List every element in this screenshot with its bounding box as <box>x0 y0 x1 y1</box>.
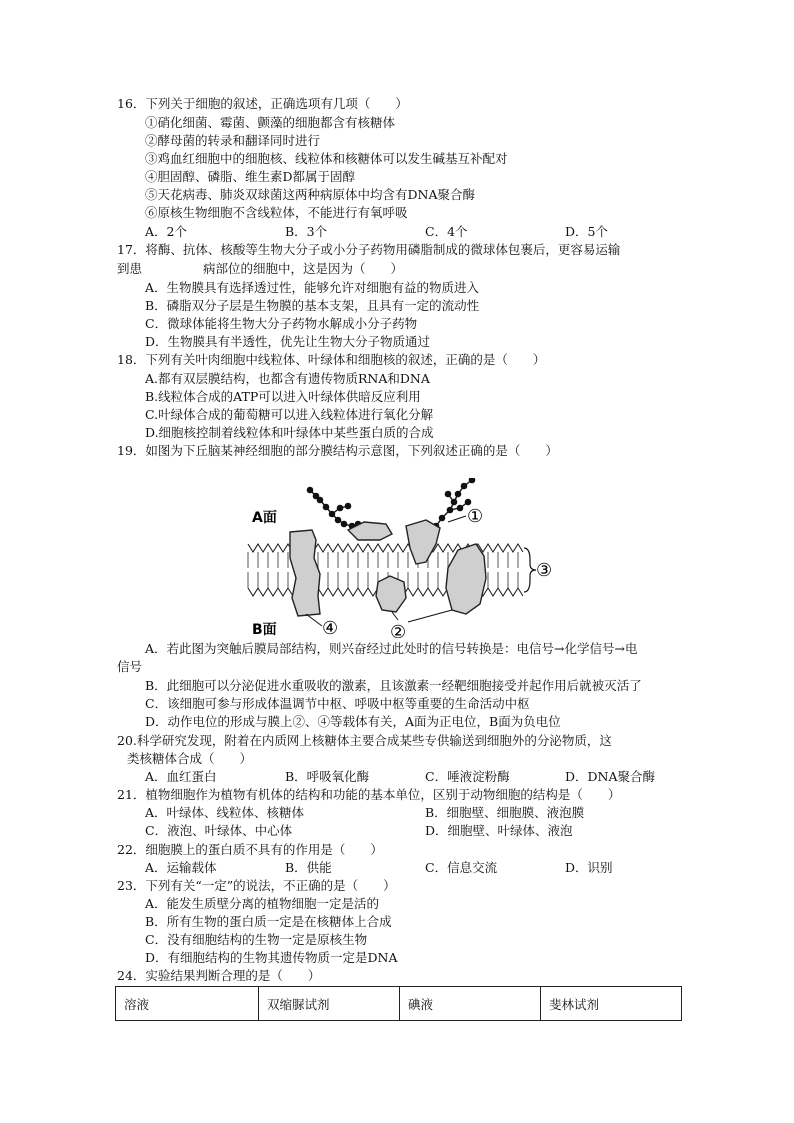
q16-choice-c: C．4个 <box>425 224 468 239</box>
protein-inner-small <box>376 576 406 612</box>
q23-stem: 23．下列有关“一定”的说法，不正确的是（ ） <box>117 878 396 893</box>
protein-transmembrane-left <box>290 530 320 616</box>
q16-choice-b: B．3个 <box>285 224 328 239</box>
q20-stem-line1: 20.科学研究发现，附着在内质网上核糖体主要合成某些专供输送到细胞外的分泌物质，这 <box>117 733 612 748</box>
q17-option-c: C．微球体能将生物大分子药物水解成小分子药物 <box>145 316 418 331</box>
table-header-cell: 碘液 <box>400 987 541 1021</box>
q23-option-d: D．有细胞结构的生物其遗传物质一定是DNA <box>145 950 398 965</box>
marker-1: ① <box>467 506 484 527</box>
q17-option-b: B．磷脂双分子层是生物膜的基本支架，且具有一定的流动性 <box>145 298 480 313</box>
q18-option-b: B.线粒体合成的ATP可以进入叶绿体供暗反应利用 <box>145 389 421 404</box>
q24-stem: 24．实验结果判断合理的是（ ） <box>117 968 321 983</box>
q19-option-a-line1: A．若此图为突触后膜局部结构，则兴奋经过此处时的信号转换是：电信号→化学信号→电 <box>145 641 638 656</box>
leader-2a <box>392 612 398 620</box>
q20-choice-a: A．血红蛋白 <box>145 769 217 784</box>
q16-item-6: ⑥原核生物细胞不含线粒体，不能进行有氧呼吸 <box>145 205 408 220</box>
q21-choice-a: A．叶绿体、线粒体、核糖体 <box>145 805 305 820</box>
marker-4: ④ <box>322 618 339 638</box>
q19-option-c: C．该细胞可参与形成体温调节中枢、呼吸中枢等重要的生命活动中枢 <box>145 696 530 711</box>
q16-item-4: ④胆固醇、磷脂、维生素D都属于固醇 <box>145 169 356 184</box>
q16-item-3: ③鸡血红细胞中的细胞核、线粒体和核糖体可以发生碱基互补配对 <box>145 151 508 166</box>
q18-option-d: D.细胞核控制着线粒体和叶绿体中某些蛋白质的合成 <box>145 425 434 440</box>
q17-option-a: A．生物膜具有选择透过性，能够允许对细胞有益的物质进入 <box>145 280 480 295</box>
q16-choice-d: D．5个 <box>565 224 608 239</box>
q22-choice-a: A．运输载体 <box>145 860 217 875</box>
leader-4 <box>306 614 322 626</box>
q22-choice-c: C．信息交流 <box>425 860 498 875</box>
q17-stem-line2b: 病部位的细胞中，这是因为（ ） <box>203 261 404 276</box>
q17-option-d: D．生物膜具有半透性，优先让生物大分子物质通过 <box>145 334 431 349</box>
q16-stem: 16．下列关于细胞的叙述，正确选项有几项（ ） <box>117 96 408 111</box>
q20-choice-b: B．呼吸氧化酶 <box>285 769 370 784</box>
bilayer-top-heads <box>248 544 523 552</box>
q16-item-1: ①硝化细菌、霉菌、颤藻的细胞都含有核糖体 <box>145 115 396 130</box>
q17-stem-line1: 17．将酶、抗体、核酸等生物大分子或小分子药物用磷脂制成的微球体包裹后，更容易运输 <box>117 242 621 257</box>
q19-option-a-line2: 信号 <box>117 659 143 674</box>
q22-choice-b: B．供能 <box>285 860 332 875</box>
table-header-cell: 斐林试剂 <box>541 987 682 1021</box>
q22-choice-d: D．识别 <box>565 860 613 875</box>
table-row <box>116 987 682 1021</box>
q23-option-b: B．所有生物的蛋白质一定是在核糖体上合成 <box>145 914 392 929</box>
leader-1 <box>448 516 466 522</box>
protein-glycoprotein <box>406 520 440 564</box>
leader-2b <box>408 610 452 622</box>
q19-stem: 19．如图为下丘脑某神经细胞的部分膜结构示意图，下列叙述正确的是（ ） <box>117 443 558 458</box>
table-header-cell: 溶液 <box>116 987 259 1021</box>
q16-item-5: ⑤天花病毒、肺炎双球菌这两种病原体中均含有DNA聚合酶 <box>145 187 475 202</box>
q20-choice-d: D．DNA聚合酶 <box>565 769 656 784</box>
q20-choice-c: C．唾液淀粉酶 <box>425 769 510 784</box>
label-b-side: B面 <box>252 622 277 638</box>
q21-stem: 21．植物细胞作为植物有机体的结构和功能的基本单位，区别于动物细胞的结构是（ ） <box>117 787 621 802</box>
q18-stem: 18．下列有关叶肉细胞中线粒体、叶绿体和细胞核的叙述，正确的是（ ） <box>117 352 546 367</box>
membrane-diagram <box>240 478 560 638</box>
q21-choice-c: C．液泡、叶绿体、中心体 <box>145 823 293 838</box>
marker-3: ③ <box>536 560 553 581</box>
glycan-chain-left <box>307 487 360 528</box>
q21-choice-b: B．细胞壁、细胞膜、液泡膜 <box>425 805 585 820</box>
q24-table <box>115 986 682 1021</box>
table-header-cell: 双缩脲试剂 <box>259 987 400 1021</box>
q21-choice-d: D．细胞壁、叶绿体、液泡 <box>425 823 573 838</box>
q16-choice-a: A．2个 <box>145 224 187 239</box>
q19-option-d: D．动作电位的形成与膜上②、④等载体有关，A面为正电位，B面为负电位 <box>145 714 561 729</box>
q22-stem: 22．细胞膜上的蛋白质不具有的作用是（ ） <box>117 842 383 857</box>
q20-stem-line2: 类核糖体合成（ ） <box>127 751 253 766</box>
label-a-side: A面 <box>252 510 277 526</box>
q16-item-2: ②酵母菌的转录和翻译同时进行 <box>145 133 321 148</box>
q18-option-a: A.都有双层膜结构，也都含有遗传物质RNA和DNA <box>145 371 430 386</box>
q23-option-a: A．能发生质壁分离的植物细胞一定是活的 <box>145 896 380 911</box>
q18-option-c: C.叶绿体合成的葡萄糖可以进入线粒体进行氧化分解 <box>145 407 434 422</box>
q19-option-b: B．此细胞可以分泌促进水重吸收的激素，且该激素一经靶细胞接受并起作用后就被灭活了 <box>145 678 642 693</box>
marker-2: ② <box>390 622 407 638</box>
q17-stem-line2a: 到患 <box>117 261 143 276</box>
q23-option-c: C．没有细胞结构的生物一定是原核生物 <box>145 932 368 947</box>
bracket-3 <box>524 548 536 592</box>
protein-inner-large <box>446 544 486 614</box>
